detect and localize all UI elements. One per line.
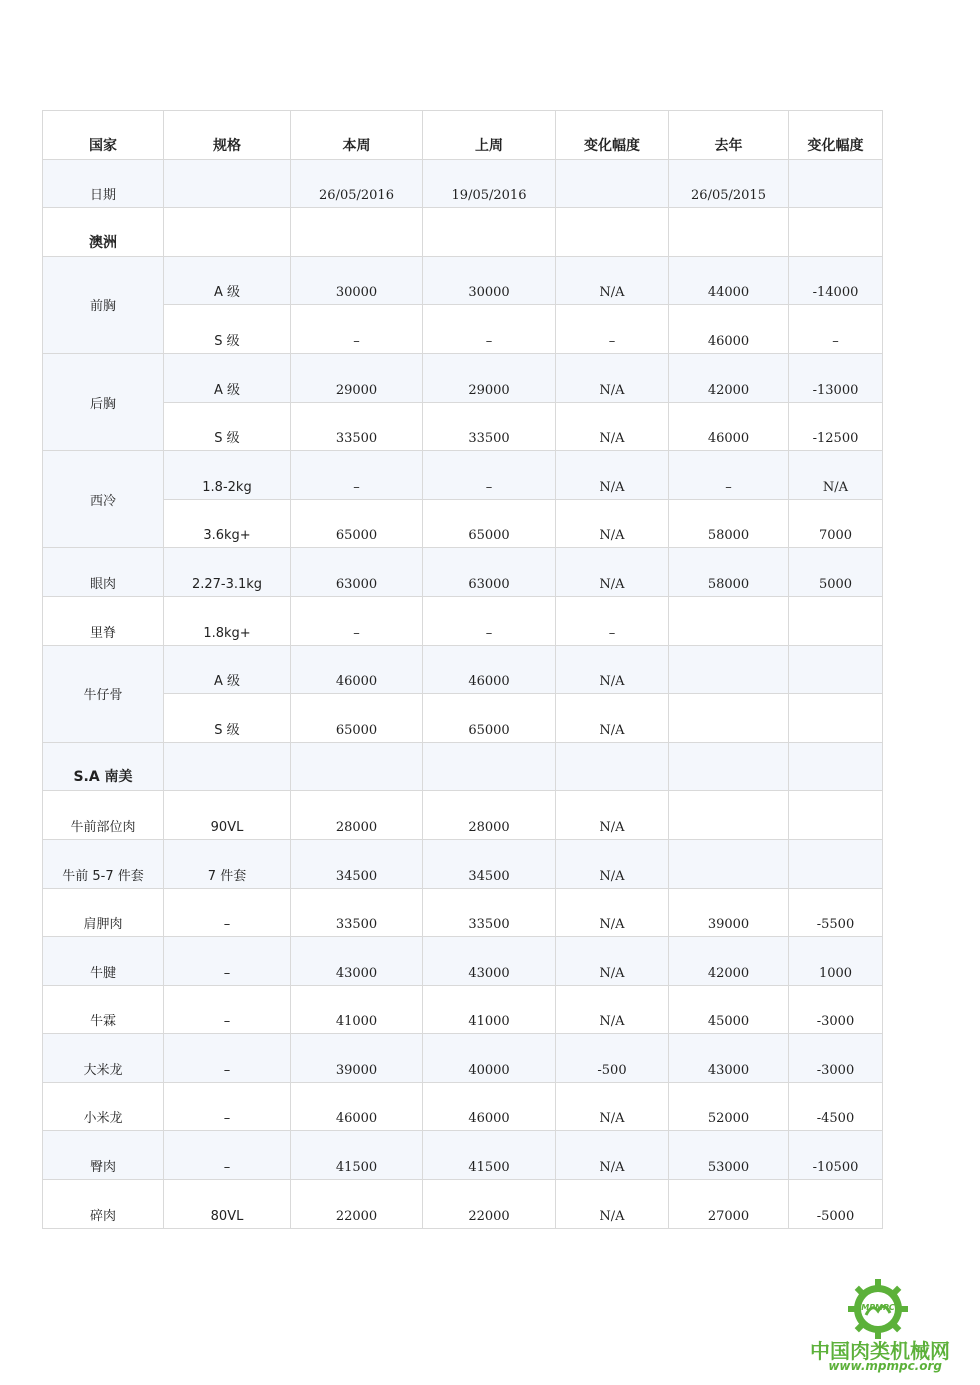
- value-cell: [789, 694, 883, 743]
- value-cell: N/A: [789, 451, 883, 500]
- date-cell: [789, 159, 883, 208]
- value-cell: N/A: [556, 1082, 669, 1131]
- value-cell: N/A: [556, 499, 669, 548]
- column-header: 本周: [291, 111, 423, 160]
- table-cell: [556, 208, 669, 257]
- table-row: [43, 694, 883, 743]
- value-cell: 58000: [669, 548, 789, 597]
- table-row: [43, 645, 883, 694]
- table-row: [43, 888, 883, 937]
- value-cell: -5500: [789, 888, 883, 937]
- table-row: [43, 1131, 883, 1180]
- spec-cell: –: [164, 1034, 291, 1083]
- product-name: 西冷: [43, 451, 164, 548]
- column-header: 变化幅度: [556, 111, 669, 160]
- product-name: 牛腱: [43, 937, 164, 986]
- value-cell: N/A: [556, 937, 669, 986]
- date-cell: [556, 159, 669, 208]
- value-cell: 39000: [291, 1034, 423, 1083]
- table-row: [43, 451, 883, 500]
- value-cell: -13000: [789, 353, 883, 402]
- value-cell: 46000: [669, 305, 789, 354]
- value-cell: -500: [556, 1034, 669, 1083]
- spec-cell: A 级: [164, 645, 291, 694]
- value-cell: 41000: [423, 985, 556, 1034]
- value-cell: 43000: [669, 1034, 789, 1083]
- logo-gear-text: MPMPC: [861, 1303, 895, 1312]
- value-cell: 33500: [423, 402, 556, 451]
- column-header: 国家: [43, 111, 164, 160]
- column-header: 去年: [669, 111, 789, 160]
- date-cell: 26/05/2016: [291, 159, 423, 208]
- value-cell: [669, 645, 789, 694]
- product-name: 小米龙: [43, 1082, 164, 1131]
- spec-cell: 3.6kg+: [164, 499, 291, 548]
- product-name: 后胸: [43, 353, 164, 450]
- value-cell: 33500: [423, 888, 556, 937]
- spec-cell: A 级: [164, 353, 291, 402]
- table-cell: [423, 208, 556, 257]
- value-cell: –: [789, 305, 883, 354]
- table-cell: [291, 742, 423, 791]
- value-cell: N/A: [556, 791, 669, 840]
- value-cell: -3000: [789, 985, 883, 1034]
- table-row: [43, 111, 883, 160]
- value-cell: N/A: [556, 451, 669, 500]
- table-row: [43, 937, 883, 986]
- table-row: [43, 305, 883, 354]
- table-cell: [789, 208, 883, 257]
- value-cell: 29000: [291, 353, 423, 402]
- value-cell: 41500: [291, 1131, 423, 1180]
- value-cell: 63000: [291, 548, 423, 597]
- value-cell: 65000: [291, 499, 423, 548]
- value-cell: –: [556, 596, 669, 645]
- value-cell: N/A: [556, 256, 669, 305]
- spec-cell: –: [164, 937, 291, 986]
- section-heading: S.A 南美: [43, 742, 164, 791]
- value-cell: [669, 791, 789, 840]
- table-row: [43, 1034, 883, 1083]
- value-cell: 45000: [669, 985, 789, 1034]
- site-logo: [800, 1275, 960, 1375]
- value-cell: 30000: [423, 256, 556, 305]
- table-row: [43, 1180, 883, 1229]
- table-row: [43, 159, 883, 208]
- value-cell: 29000: [423, 353, 556, 402]
- value-cell: 30000: [291, 256, 423, 305]
- table-row: [43, 742, 883, 791]
- table-cell: [669, 208, 789, 257]
- value-cell: 22000: [423, 1180, 556, 1229]
- value-cell: 27000: [669, 1180, 789, 1229]
- value-cell: N/A: [556, 1180, 669, 1229]
- value-cell: [789, 839, 883, 888]
- product-name: 牛前 5-7 件套: [43, 839, 164, 888]
- logo-site-url[interactable]: www.mpmpc.org: [828, 1359, 942, 1373]
- value-cell: N/A: [556, 645, 669, 694]
- value-cell: -3000: [789, 1034, 883, 1083]
- table-row: [43, 548, 883, 597]
- value-cell: –: [291, 596, 423, 645]
- value-cell: 22000: [291, 1180, 423, 1229]
- spec-cell: A 级: [164, 256, 291, 305]
- date-cell: 19/05/2016: [423, 159, 556, 208]
- table-row: [43, 402, 883, 451]
- gear-logo-icon: [846, 1277, 910, 1341]
- date-cell: [164, 159, 291, 208]
- value-cell: N/A: [556, 694, 669, 743]
- table-cell: [423, 742, 556, 791]
- value-cell: 33500: [291, 402, 423, 451]
- spec-cell: 2.27-3.1kg: [164, 548, 291, 597]
- product-name: 大米龙: [43, 1034, 164, 1083]
- value-cell: 28000: [423, 791, 556, 840]
- table-cell: [291, 208, 423, 257]
- spec-cell: –: [164, 1082, 291, 1131]
- value-cell: 5000: [789, 548, 883, 597]
- date-cell: 26/05/2015: [669, 159, 789, 208]
- table-row: [43, 985, 883, 1034]
- value-cell: 41000: [291, 985, 423, 1034]
- value-cell: 28000: [291, 791, 423, 840]
- product-name: 牛霖: [43, 985, 164, 1034]
- table-row: [43, 791, 883, 840]
- product-name: 牛仔骨: [43, 645, 164, 742]
- value-cell: N/A: [556, 402, 669, 451]
- table-row: [43, 499, 883, 548]
- product-name: 里脊: [43, 596, 164, 645]
- column-header: 上周: [423, 111, 556, 160]
- value-cell: –: [669, 451, 789, 500]
- value-cell: –: [423, 305, 556, 354]
- value-cell: 43000: [291, 937, 423, 986]
- value-cell: 34500: [291, 839, 423, 888]
- table-row: [43, 256, 883, 305]
- value-cell: -12500: [789, 402, 883, 451]
- value-cell: 65000: [423, 694, 556, 743]
- spec-cell: 1.8-2kg: [164, 451, 291, 500]
- value-cell: –: [291, 305, 423, 354]
- table-cell: [669, 742, 789, 791]
- value-cell: 65000: [291, 694, 423, 743]
- value-cell: 40000: [423, 1034, 556, 1083]
- product-name: 前胸: [43, 256, 164, 353]
- product-name: 牛前部位肉: [43, 791, 164, 840]
- value-cell: [789, 791, 883, 840]
- table-cell: [164, 208, 291, 257]
- table-row: [43, 839, 883, 888]
- product-name: 肩胛肉: [43, 888, 164, 937]
- column-header: 变化幅度: [789, 111, 883, 160]
- value-cell: 7000: [789, 499, 883, 548]
- table-row: [43, 353, 883, 402]
- value-cell: -10500: [789, 1131, 883, 1180]
- value-cell: 34500: [423, 839, 556, 888]
- value-cell: N/A: [556, 985, 669, 1034]
- value-cell: 39000: [669, 888, 789, 937]
- price-table: [42, 110, 883, 1229]
- value-cell: 63000: [423, 548, 556, 597]
- product-name: 眼肉: [43, 548, 164, 597]
- table-row: [43, 208, 883, 257]
- value-cell: 33500: [291, 888, 423, 937]
- value-cell: 65000: [423, 499, 556, 548]
- value-cell: 1000: [789, 937, 883, 986]
- value-cell: –: [556, 305, 669, 354]
- table-cell: [556, 742, 669, 791]
- spec-cell: S 级: [164, 694, 291, 743]
- table-row: [43, 596, 883, 645]
- table-cell: [164, 742, 291, 791]
- value-cell: –: [423, 451, 556, 500]
- value-cell: 53000: [669, 1131, 789, 1180]
- value-cell: N/A: [556, 839, 669, 888]
- value-cell: 41500: [423, 1131, 556, 1180]
- spec-cell: –: [164, 888, 291, 937]
- value-cell: N/A: [556, 353, 669, 402]
- value-cell: 46000: [423, 1082, 556, 1131]
- row-label: 日期: [43, 159, 164, 208]
- value-cell: 42000: [669, 937, 789, 986]
- spec-cell: S 级: [164, 305, 291, 354]
- table-cell: [789, 742, 883, 791]
- value-cell: [669, 839, 789, 888]
- logo-site-name: 中国肉类机械网: [810, 1339, 950, 1363]
- value-cell: [669, 596, 789, 645]
- value-cell: -5000: [789, 1180, 883, 1229]
- value-cell: 46000: [423, 645, 556, 694]
- value-cell: 46000: [291, 645, 423, 694]
- value-cell: -14000: [789, 256, 883, 305]
- column-header: 规格: [164, 111, 291, 160]
- value-cell: 43000: [423, 937, 556, 986]
- value-cell: -4500: [789, 1082, 883, 1131]
- spec-cell: S 级: [164, 402, 291, 451]
- value-cell: 52000: [669, 1082, 789, 1131]
- value-cell: N/A: [556, 548, 669, 597]
- spec-cell: 1.8kg+: [164, 596, 291, 645]
- value-cell: N/A: [556, 1131, 669, 1180]
- spec-cell: 7 件套: [164, 839, 291, 888]
- value-cell: –: [291, 451, 423, 500]
- spec-cell: –: [164, 985, 291, 1034]
- value-cell: [789, 645, 883, 694]
- section-heading: 澳洲: [43, 208, 164, 257]
- value-cell: –: [423, 596, 556, 645]
- spec-cell: 90VL: [164, 791, 291, 840]
- value-cell: 46000: [291, 1082, 423, 1131]
- value-cell: N/A: [556, 888, 669, 937]
- value-cell: 44000: [669, 256, 789, 305]
- spec-cell: 80VL: [164, 1180, 291, 1229]
- value-cell: 42000: [669, 353, 789, 402]
- value-cell: 46000: [669, 402, 789, 451]
- value-cell: [789, 596, 883, 645]
- value-cell: 58000: [669, 499, 789, 548]
- product-name: 碎肉: [43, 1180, 164, 1229]
- product-name: 臀肉: [43, 1131, 164, 1180]
- spec-cell: –: [164, 1131, 291, 1180]
- value-cell: [669, 694, 789, 743]
- table-row: [43, 1082, 883, 1131]
